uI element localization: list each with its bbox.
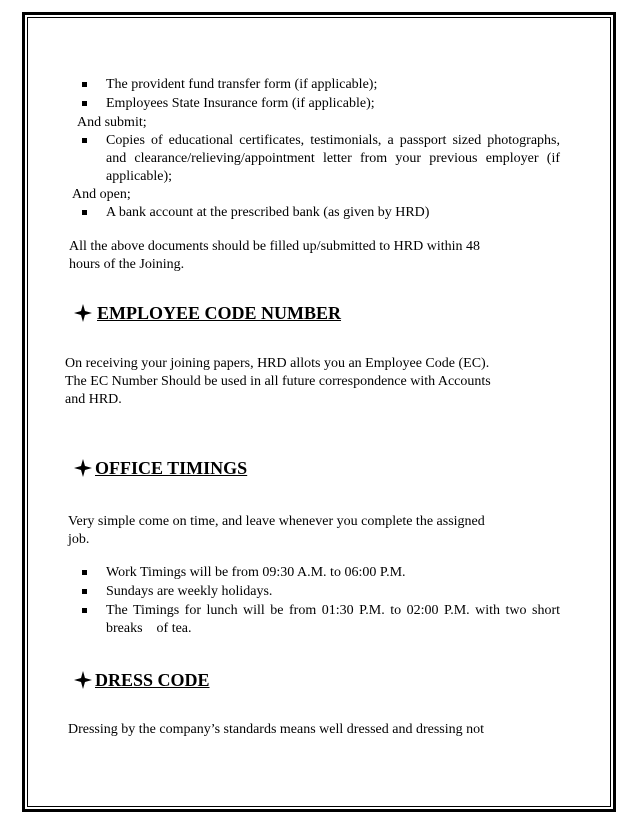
section-heading-office-timings <box>95 457 247 479</box>
star-icon <box>74 671 92 689</box>
paragraph-line: On receiving your joining papers, HRD allots you an Employee Code (EC). <box>65 356 490 371</box>
bullet-icon <box>82 608 87 613</box>
section-heading-dress-code <box>95 669 210 691</box>
bullet-icon <box>82 210 87 215</box>
list-item: Sundays are weekly holidays. <box>106 584 273 599</box>
bullet-icon <box>82 589 87 594</box>
list-item: Employees State Insurance form (if applicable); <box>106 96 375 111</box>
and-open-label: And open; <box>72 187 131 202</box>
deadline-paragraph-line: All the above documents should be filled up/submitted to HRD within 48 <box>69 239 481 254</box>
section-heading-employee-code <box>97 302 341 324</box>
and-submit-label: And submit; <box>77 115 147 130</box>
deadline-paragraph-line: hours of the Joining. <box>69 257 185 272</box>
list-item-continuation: applicable); <box>106 169 173 184</box>
paragraph-line: Very simple come on time, and leave whenever you complete the assigned <box>68 514 485 529</box>
bullet-icon <box>82 101 87 106</box>
star-icon <box>74 459 92 477</box>
list-item: Copies of educational certificates, testimonials, a passport sized photographs, <box>106 133 560 148</box>
heading-text: DRESS CODE <box>95 670 210 690</box>
bullet-icon <box>82 138 87 143</box>
paragraph-line: The EC Number Should be used in all future correspondence with Accounts <box>65 374 491 389</box>
bullet-icon <box>82 82 87 87</box>
list-item: The provident fund transfer form (if applicable); <box>106 77 378 92</box>
list-item: A bank account at the prescribed bank (as given by HRD) <box>106 205 430 220</box>
heading-text: OFFICE TIMINGS <box>95 458 248 478</box>
list-item: The Timings for lunch will be from 01:30 P.M. to 02:00 P.M. with two short <box>106 603 560 618</box>
list-item-continuation: and clearance/relieving/appointment letter from your previous employer (if <box>106 151 560 166</box>
paragraph-line: job. <box>68 532 90 547</box>
star-icon <box>74 304 92 322</box>
bullet-icon <box>82 570 87 575</box>
list-item-continuation: breaks of tea. <box>106 621 192 636</box>
heading-text: EMPLOYEE CODE NUMBER <box>97 303 342 323</box>
paragraph-line: and HRD. <box>65 392 122 407</box>
paragraph-line: Dressing by the company’s standards means well dressed and dressing not <box>68 722 485 737</box>
list-item: Work Timings will be from 09:30 A.M. to 06:00 P.M. <box>106 565 406 580</box>
